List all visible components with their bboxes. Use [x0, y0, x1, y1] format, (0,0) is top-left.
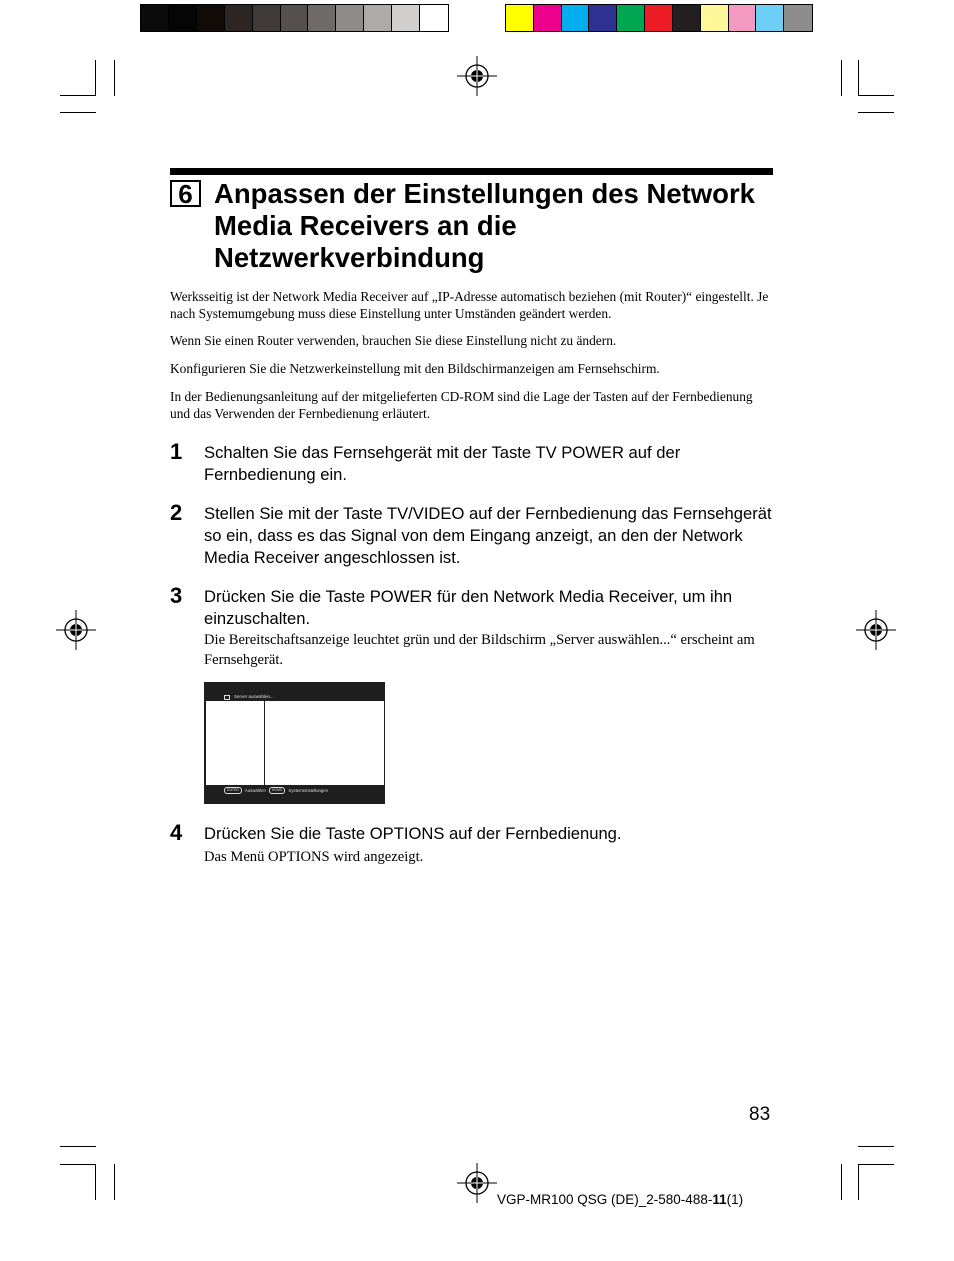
- intro-paragraph: Werksseitig ist der Network Media Receiver auf „IP-Adresse automatisch beziehen (mit Router)“ eingestellt. Je nach Systemumgebung muss diese Einstellung unter Umständen geändert werden.: [170, 289, 769, 321]
- page-number: 83: [749, 1104, 771, 1125]
- crop-mark: [60, 1146, 96, 1147]
- step-instruction: Drücken Sie die Taste POWER für den Network Media Receiver, um ihn einzuschalten.: [204, 587, 733, 628]
- color-swatch: [420, 5, 448, 31]
- grayscale-calibration-bar: [140, 4, 449, 32]
- crop-mark: [60, 95, 96, 96]
- registration-mark-icon: [856, 610, 896, 650]
- color-swatch: [308, 5, 336, 31]
- step-number: 2: [170, 500, 183, 525]
- color-swatch: [169, 5, 197, 31]
- crop-mark: [95, 60, 96, 96]
- title-line: Anpassen der Einstellungen des Network: [214, 178, 755, 209]
- pane-divider: [264, 701, 265, 785]
- color-swatch: [534, 5, 562, 31]
- registration-mark-icon: [457, 56, 497, 96]
- color-swatch: [562, 5, 590, 31]
- section-number: 6: [170, 180, 201, 207]
- crop-mark: [841, 60, 842, 96]
- color-swatch: [729, 5, 757, 31]
- server-list-pane: [206, 701, 384, 785]
- color-swatch: [756, 5, 784, 31]
- color-swatch: [506, 5, 534, 31]
- color-calibration-bar: [505, 4, 813, 32]
- footer-code: VGP-MR100 QSG (DE)_2-580-488-: [497, 1192, 713, 1207]
- crop-mark: [858, 1164, 859, 1200]
- step-number: 1: [170, 439, 183, 464]
- intro-paragraph: Wenn Sie einen Router verwenden, brauchen Sie diese Einstellung nicht zu ändern.: [170, 333, 617, 348]
- color-swatch: [197, 5, 225, 31]
- step-instruction: Drücken Sie die Taste OPTIONS auf der Fernbedienung.: [204, 824, 622, 843]
- server-icon: [224, 695, 230, 700]
- tv-screen-footer: [224, 787, 328, 794]
- crop-mark: [114, 1164, 115, 1200]
- color-swatch: [392, 5, 420, 31]
- color-swatch: [617, 5, 645, 31]
- registration-mark-icon: [457, 1163, 497, 1203]
- section-title: [214, 178, 784, 274]
- footer-label-select: Auswählen: [244, 788, 266, 793]
- crop-mark: [841, 1164, 842, 1200]
- color-swatch: [281, 5, 309, 31]
- crop-mark: [858, 1146, 894, 1147]
- color-swatch: [645, 5, 673, 31]
- step-note: Das Menü OPTIONS wird angezeigt.: [204, 849, 424, 865]
- step-instruction: Schalten Sie das Fernsehgerät mit der Taste TV POWER auf der Fernbedienung ein.: [204, 443, 681, 484]
- tv-screen-illustration: [204, 682, 385, 804]
- color-swatch: [141, 5, 169, 31]
- footer-code-suffix: (1): [726, 1192, 744, 1207]
- color-swatch: [364, 5, 392, 31]
- title-line: Netzwerkverbindung: [214, 242, 485, 273]
- crop-mark: [60, 1164, 96, 1165]
- crop-mark: [858, 95, 894, 96]
- color-swatch: [253, 5, 281, 31]
- color-swatch: [225, 5, 253, 31]
- color-swatch: [784, 5, 812, 31]
- crop-mark: [114, 60, 115, 96]
- title-line: Media Receivers an die: [214, 210, 517, 241]
- document-footer: [497, 1192, 743, 1207]
- crop-mark: [858, 60, 859, 96]
- color-swatch: [701, 5, 729, 31]
- step-instruction: Stellen Sie mit der Taste TV/VIDEO auf der Fernbedienung das Fernsehgerät so ein, dass es das Signal von dem Eingang anzeigt, an den der Network Media Receiver angeschlossen ist.: [204, 504, 772, 567]
- intro-paragraph: In der Bedienungsanleitung auf der mitgelieferten CD-ROM sind die Lage der Tasten auf der Fernbedienung und das Verwenden der Fernbedienung erläutert.: [170, 389, 753, 421]
- footer-code-bold: 11: [712, 1192, 727, 1207]
- intro-paragraph: Konfigurieren Sie die Netzwerkeinstellung mit den Bildschirmanzeigen am Fernsehschirm.: [170, 361, 660, 376]
- registration-mark-icon: [56, 610, 96, 650]
- step-note: Die Bereitschaftsanzeige leuchtet grün und der Bildschirm „Server auswählen...“ erscheint am Fernsehgerät.: [204, 632, 755, 668]
- step-number: 3: [170, 583, 183, 608]
- home-button-icon: HOME: [269, 787, 286, 794]
- crop-mark: [60, 112, 96, 113]
- color-swatch: [673, 5, 701, 31]
- step-number: 4: [170, 820, 183, 845]
- crop-mark: [95, 1164, 96, 1200]
- tv-screen-header: Server auswählen...: [234, 694, 274, 699]
- color-swatch: [336, 5, 364, 31]
- enter-button-icon: ENTER: [224, 787, 242, 794]
- crop-mark: [858, 1164, 894, 1165]
- footer-label-settings: Systemeinstellungen: [288, 788, 329, 793]
- color-swatch: [589, 5, 617, 31]
- crop-mark: [858, 112, 894, 113]
- heading-rule: [170, 168, 773, 175]
